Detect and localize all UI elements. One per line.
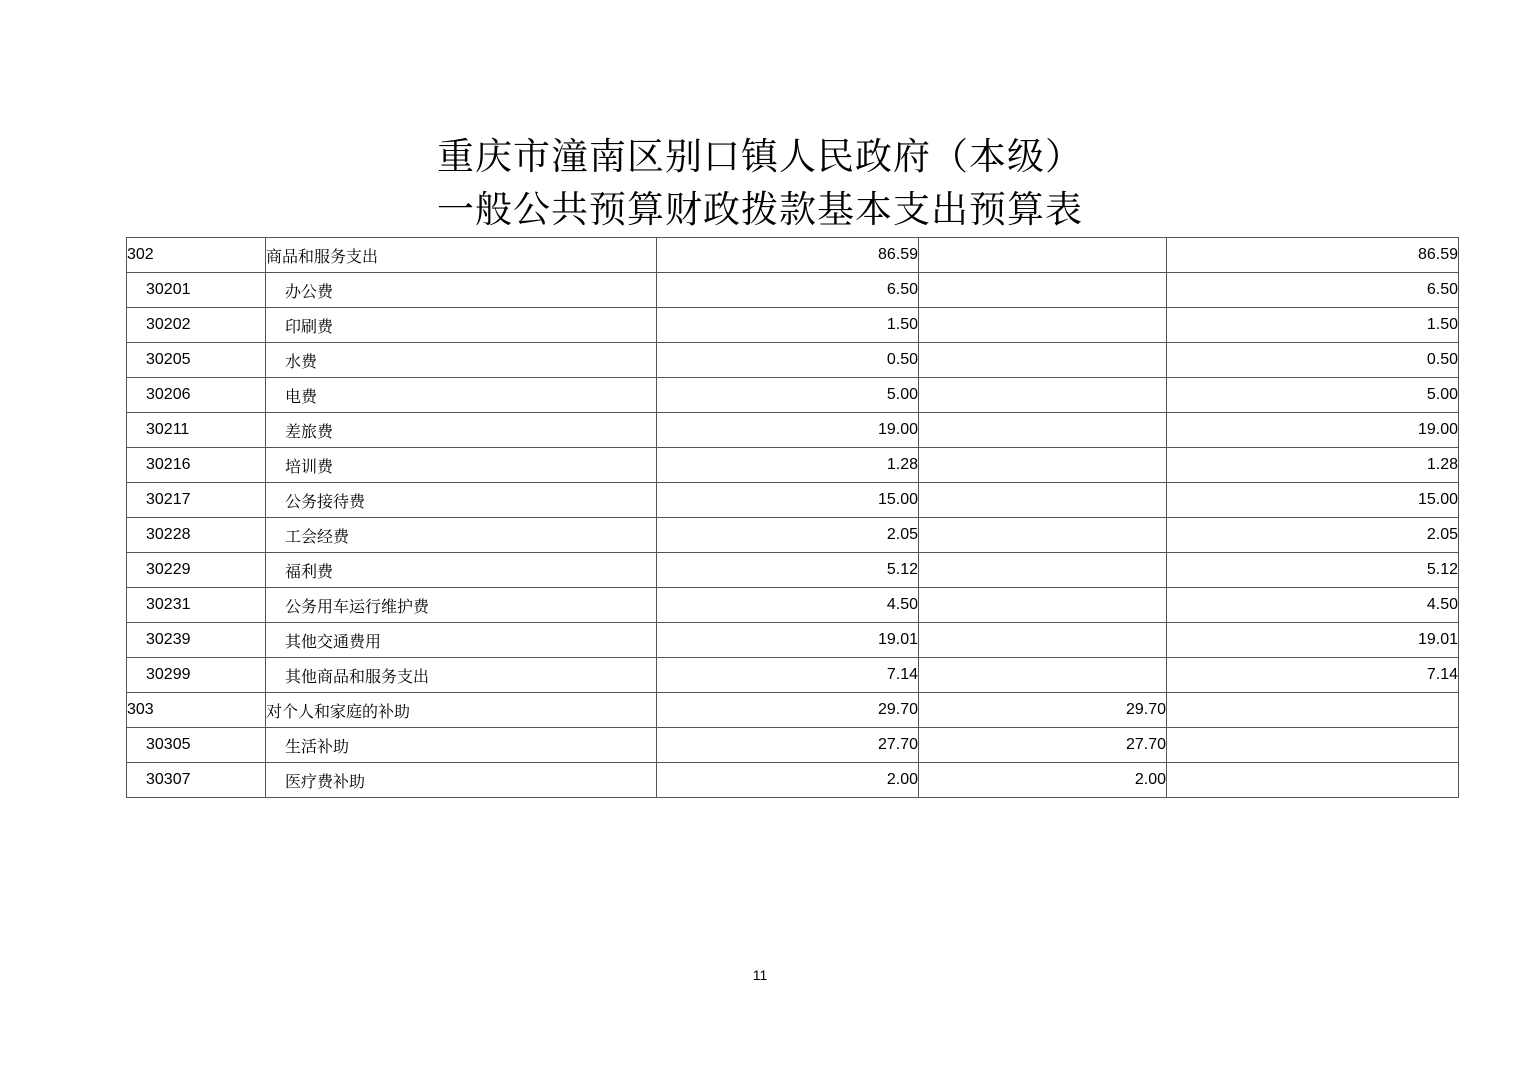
public-amount-cell: 19.00 xyxy=(1167,413,1459,448)
total-amount-cell: 5.00 xyxy=(657,378,919,413)
total-amount-cell: 0.50 xyxy=(657,343,919,378)
personnel-amount-cell: 2.00 xyxy=(919,763,1167,798)
total-amount-cell: 86.59 xyxy=(657,238,919,273)
table-row xyxy=(127,588,1459,623)
budget-table xyxy=(126,237,1459,798)
item-name-cell: 水费 xyxy=(266,343,657,378)
item-name-cell: 其他交通费用 xyxy=(266,623,657,658)
economic-code-cell: 30206 xyxy=(127,378,266,413)
item-name-cell: 商品和服务支出 xyxy=(266,238,657,273)
public-amount-cell: 5.00 xyxy=(1167,378,1459,413)
public-amount-cell: 15.00 xyxy=(1167,483,1459,518)
total-amount-cell: 7.14 xyxy=(657,658,919,693)
item-name-cell: 对个人和家庭的补助 xyxy=(266,693,657,728)
total-amount-cell: 29.70 xyxy=(657,693,919,728)
total-amount-cell: 1.50 xyxy=(657,308,919,343)
table-row xyxy=(127,343,1459,378)
total-amount-cell: 19.01 xyxy=(657,623,919,658)
personnel-amount-cell xyxy=(919,553,1167,588)
item-name-cell: 医疗费补助 xyxy=(266,763,657,798)
public-amount-cell: 6.50 xyxy=(1167,273,1459,308)
economic-code-cell: 303 xyxy=(127,693,266,728)
economic-code-cell: 30228 xyxy=(127,518,266,553)
public-amount-cell: 5.12 xyxy=(1167,553,1459,588)
item-name-cell: 公务接待费 xyxy=(266,483,657,518)
economic-code-cell: 30211 xyxy=(127,413,266,448)
personnel-amount-cell xyxy=(919,483,1167,518)
table-row xyxy=(127,763,1459,798)
total-amount-cell: 19.00 xyxy=(657,413,919,448)
item-name-cell: 印刷费 xyxy=(266,308,657,343)
total-amount-cell: 4.50 xyxy=(657,588,919,623)
table-row xyxy=(127,693,1459,728)
economic-code-cell: 30202 xyxy=(127,308,266,343)
table-row xyxy=(127,413,1459,448)
personnel-amount-cell xyxy=(919,343,1167,378)
economic-code-cell: 30305 xyxy=(127,728,266,763)
public-amount-cell: 7.14 xyxy=(1167,658,1459,693)
item-name-cell: 生活补助 xyxy=(266,728,657,763)
item-name-cell: 公务用车运行维护费 xyxy=(266,588,657,623)
economic-code-cell: 30299 xyxy=(127,658,266,693)
total-amount-cell: 2.05 xyxy=(657,518,919,553)
table-row xyxy=(127,378,1459,413)
total-amount-cell: 6.50 xyxy=(657,273,919,308)
table-row xyxy=(127,553,1459,588)
personnel-amount-cell xyxy=(919,448,1167,483)
public-amount-cell: 1.50 xyxy=(1167,308,1459,343)
public-amount-cell: 86.59 xyxy=(1167,238,1459,273)
economic-code-cell: 30307 xyxy=(127,763,266,798)
item-name-cell: 电费 xyxy=(266,378,657,413)
item-name-cell: 其他商品和服务支出 xyxy=(266,658,657,693)
economic-code-cell: 30229 xyxy=(127,553,266,588)
item-name-cell: 培训费 xyxy=(266,448,657,483)
public-amount-cell: 0.50 xyxy=(1167,343,1459,378)
item-name-cell: 差旅费 xyxy=(266,413,657,448)
personnel-amount-cell xyxy=(919,518,1167,553)
public-amount-cell xyxy=(1167,693,1459,728)
table-row xyxy=(127,238,1459,273)
personnel-amount-cell xyxy=(919,623,1167,658)
public-amount-cell: 1.28 xyxy=(1167,448,1459,483)
personnel-amount-cell: 27.70 xyxy=(919,728,1167,763)
public-amount-cell: 2.05 xyxy=(1167,518,1459,553)
page-title-line-1: 重庆市潼南区别口镇人民政府（本级） xyxy=(437,135,1083,178)
personnel-amount-cell: 29.70 xyxy=(919,693,1167,728)
total-amount-cell: 5.12 xyxy=(657,553,919,588)
table-row xyxy=(127,518,1459,553)
total-amount-cell: 1.28 xyxy=(657,448,919,483)
economic-code-cell: 30231 xyxy=(127,588,266,623)
table-row xyxy=(127,658,1459,693)
table-row xyxy=(127,273,1459,308)
item-name-cell: 福利费 xyxy=(266,553,657,588)
economic-code-cell: 30239 xyxy=(127,623,266,658)
item-name-cell: 工会经费 xyxy=(266,518,657,553)
economic-code-cell: 302 xyxy=(127,238,266,273)
table-row xyxy=(127,308,1459,343)
public-amount-cell xyxy=(1167,763,1459,798)
personnel-amount-cell xyxy=(919,378,1167,413)
page-title-line-2: 一般公共预算财政拨款基本支出预算表 xyxy=(437,188,1083,231)
budget-table-body xyxy=(127,238,1459,798)
public-amount-cell: 19.01 xyxy=(1167,623,1459,658)
personnel-amount-cell xyxy=(919,273,1167,308)
total-amount-cell: 2.00 xyxy=(657,763,919,798)
economic-code-cell: 30217 xyxy=(127,483,266,518)
personnel-amount-cell xyxy=(919,308,1167,343)
item-name-cell: 办公费 xyxy=(266,273,657,308)
table-row xyxy=(127,483,1459,518)
personnel-amount-cell xyxy=(919,588,1167,623)
personnel-amount-cell xyxy=(919,238,1167,273)
public-amount-cell xyxy=(1167,728,1459,763)
economic-code-cell: 30216 xyxy=(127,448,266,483)
public-amount-cell: 4.50 xyxy=(1167,588,1459,623)
table-row xyxy=(127,448,1459,483)
table-row xyxy=(127,623,1459,658)
page-number: 11 xyxy=(752,967,768,983)
economic-code-cell: 30205 xyxy=(127,343,266,378)
economic-code-cell: 30201 xyxy=(127,273,266,308)
total-amount-cell: 15.00 xyxy=(657,483,919,518)
table-row xyxy=(127,728,1459,763)
personnel-amount-cell xyxy=(919,658,1167,693)
personnel-amount-cell xyxy=(919,413,1167,448)
total-amount-cell: 27.70 xyxy=(657,728,919,763)
